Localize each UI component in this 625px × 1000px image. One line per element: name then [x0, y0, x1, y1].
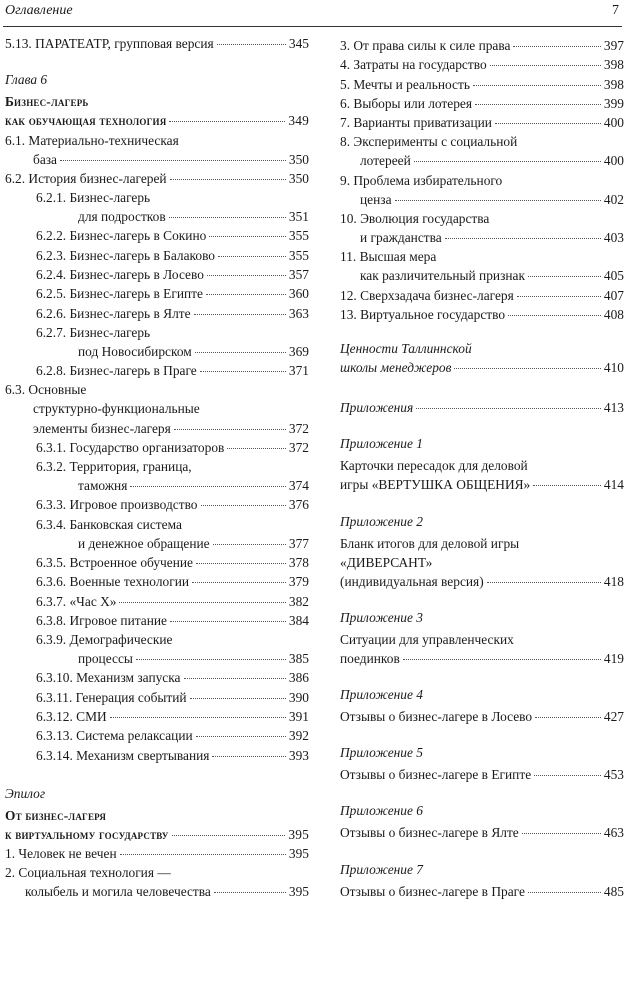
toc-entry-line: 6.3.9. Демографические	[36, 632, 173, 648]
toc-entry: 6.3.13. Система релаксации 392	[36, 728, 309, 744]
appendix-entry: игры «ВЕРТУШКА ОБЩЕНИЯ» 414	[340, 477, 624, 493]
toc-entry: 6.3.6. Военные технологии 379	[36, 574, 309, 590]
toc-entry: как различительный признак 405	[360, 268, 624, 284]
appendix-entry: Отзывы о бизнес-лагере в Праге 485	[340, 883, 624, 899]
chapter-title-entry: как обучающая технология 349	[5, 113, 309, 129]
toc-entry: 6. Выборы или лотерея 399	[340, 95, 624, 111]
toc-entry-line: 9. Проблема избирательного	[340, 172, 503, 188]
appendix-3	[340, 610, 624, 667]
header-page-number: 7	[612, 3, 619, 18]
toc-entry-line: 6.3.2. Территория, граница,	[36, 459, 192, 475]
appendix-entry: Отзывы о бизнес-лагере в Ялте 463	[340, 825, 624, 841]
appendix-label: Приложение 5	[340, 745, 423, 761]
toc-entry-line: 6.3. Основные	[5, 382, 87, 398]
toc-entry-line: 11. Высшая мера	[340, 249, 437, 265]
appendix-2	[340, 514, 624, 590]
section-title-line: Ценности Таллиннской	[340, 341, 472, 357]
toc-entry: 6.3.3. Игровое производство 376	[36, 497, 309, 513]
toc-entry: база 350	[33, 151, 309, 167]
toc-entry: таможня 374	[78, 478, 309, 494]
toc-entry-line: 10. Эволюция государства	[340, 211, 490, 227]
header-rule	[3, 26, 622, 27]
appendix-label: Приложение 4	[340, 687, 423, 703]
appendix-label: Приложение 6	[340, 803, 423, 819]
appendix-label: Приложение 2	[340, 513, 423, 529]
toc-left-column	[5, 36, 309, 904]
epilogue-title: От бизнес-лагеря	[5, 807, 107, 823]
toc-entry: под Новосибирском 369	[78, 343, 309, 359]
toc-entry: и денежное обращение 377	[78, 535, 309, 551]
appendix-4	[340, 687, 624, 725]
toc-entry: 6.2.3. Бизнес-лагерь в Балаково 355	[36, 247, 309, 263]
appendix-7	[340, 862, 624, 900]
toc-entry: 6.3.14. Механизм свертывания 393	[36, 747, 309, 763]
toc-entry: 6.3.11. Генерация событий 390	[36, 689, 309, 705]
toc-entry-line: 6.2.7. Бизнес-лагерь	[36, 324, 151, 340]
toc-entry: колыбель и могила человечества 395	[25, 884, 309, 900]
appendix-label: Приложение 3	[340, 609, 423, 625]
chapter-label: Глава 6	[5, 72, 48, 88]
appendix-entry: поединков 419	[340, 650, 624, 666]
toc-entry: лотереей 400	[360, 153, 624, 169]
toc-entry: 6.3.8. Игровое питание 384	[36, 612, 309, 628]
toc-entry: 7. Варианты приватизации 400	[340, 115, 624, 131]
toc-entry: 6.3.1. Государство организаторов 372	[36, 439, 309, 455]
toc-entry: 6.3.7. «Час X» 382	[36, 593, 309, 609]
appendix-1	[340, 436, 624, 493]
toc-entry-line: 6.2.1. Бизнес-лагерь	[36, 190, 151, 206]
appendix-line: Карточки пересадок для деловой	[340, 458, 528, 474]
toc-right-column	[340, 38, 624, 903]
toc-entry-line: 6.1. Материально-техническая	[5, 132, 179, 148]
appendix-entry: Отзывы о бизнес-лагере в Лосево 427	[340, 709, 624, 725]
appendix-line: Ситуации для управленческих	[340, 631, 514, 647]
appendix-5	[340, 745, 624, 783]
toc-entry: 6.2.2. Бизнес-лагерь в Сокино 355	[36, 228, 309, 244]
toc-entry-line: 8. Эксперименты с социальной	[340, 134, 518, 150]
appendices-entry: Приложения 413	[340, 400, 624, 416]
toc-entry-line: 2. Социальная технология —	[5, 865, 171, 881]
header-title: Оглавление	[5, 3, 73, 18]
appendix-entry: (индивидуальная версия) 418	[340, 573, 624, 589]
page-header	[0, 0, 625, 24]
epilogue-label: Эпилог	[5, 785, 46, 801]
appendix-label: Приложение 7	[340, 861, 423, 877]
toc-entry: 6.3.12. СМИ 391	[36, 708, 309, 724]
toc-entry: элементы бизнес-лагеря 372	[33, 420, 309, 436]
section-title-entry: школы менеджеров 410	[340, 360, 624, 376]
toc-entry-line: 6.3.4. Банковская система	[36, 516, 182, 532]
chapter-title: Бизнес-лагерь	[5, 94, 89, 110]
toc-entry: 6.3.5. Встроенное обучение 378	[36, 555, 309, 571]
toc-entry: 6.2.6. Бизнес-лагерь в Ялте 363	[36, 305, 309, 321]
toc-entry: 5.13. ПАРАТЕАТР, групповая версия 345	[5, 36, 309, 51]
toc-entry: 4. Затраты на государство 398	[340, 57, 624, 73]
toc-entry: 12. Сверхзадача бизнес-лагеря 407	[340, 287, 624, 303]
toc-entry: 1. Человек не вечен 395	[5, 846, 309, 861]
toc-entry: ценза 402	[360, 191, 624, 207]
toc-entry: 3. От права силы к силе права 397	[340, 38, 624, 53]
appendix-line: Бланк итогов для деловой игры	[340, 535, 520, 551]
appendix-6	[340, 803, 624, 841]
toc-entry: для подростков 351	[78, 209, 309, 225]
appendix-label: Приложение 1	[340, 436, 423, 452]
toc-entry: процессы 385	[78, 651, 309, 667]
epilogue-title-entry: к виртуальному государству 395	[5, 826, 309, 842]
toc-entry: 6.2.5. Бизнес-лагерь в Египте 360	[36, 286, 309, 302]
appendix-line: «ДИВЕРСАНТ»	[340, 554, 433, 570]
toc-entry: 5. Мечты и реальность 398	[340, 76, 624, 92]
toc-entry: 6.2. История бизнес-лагерей 350	[5, 170, 309, 186]
toc-entry: 13. Виртуальное государство 408	[340, 306, 624, 322]
toc-entry: и гражданства 403	[360, 230, 624, 246]
toc-entry: 6.3.10. Механизм запуска 386	[36, 670, 309, 686]
appendix-entry: Отзывы о бизнес-лагере в Египте 453	[340, 767, 624, 783]
toc-entry-line: структурно-функциональные	[33, 401, 200, 417]
toc-entry: 6.2.8. Бизнес-лагерь в Праге 371	[36, 363, 309, 379]
toc-entry: 6.2.4. Бизнес-лагерь в Лосево 357	[36, 266, 309, 282]
